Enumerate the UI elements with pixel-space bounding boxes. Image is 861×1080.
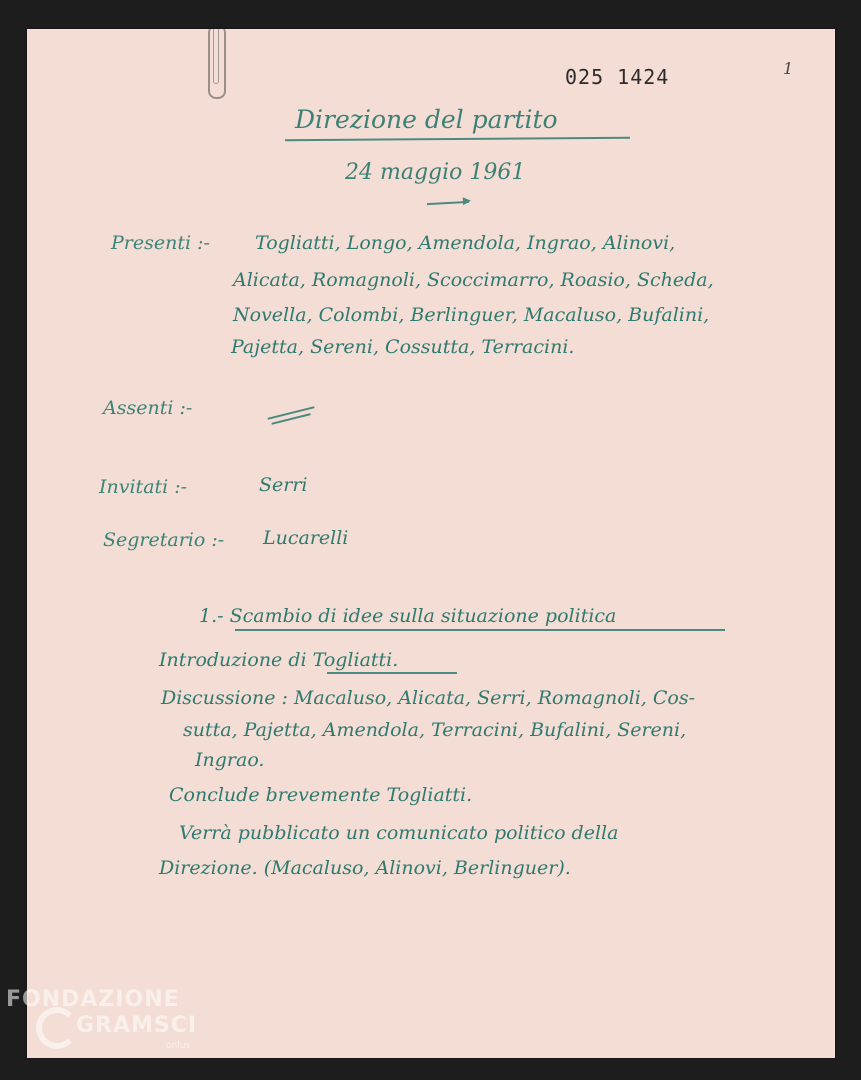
- discussione-line: sutta, Pajetta, Amendola, Terracini, Bufalini, Sereni,: [183, 719, 687, 741]
- title-underline: [285, 137, 630, 141]
- segretario-value: Lucarelli: [263, 527, 349, 549]
- discussione-line: Ingrao.: [195, 749, 265, 771]
- presenti-line: Novella, Colombi, Berlinguer, Macaluso, Bufalini,: [233, 304, 710, 326]
- comunicato-line: Verrà pubblicato un comunicato politico della: [179, 822, 619, 844]
- comunicato-line: Direzione. (Macaluso, Alinovi, Berlinguer).: [159, 857, 571, 879]
- assenti-label: Assenti :-: [103, 397, 193, 419]
- document-title: Direzione del partito: [295, 105, 558, 134]
- logo-circle-icon: [36, 1007, 78, 1049]
- presenti-label: Presenti :-: [111, 232, 210, 254]
- discussione-line: Discussione : Macaluso, Alicata, Serri, Romagnoli, Cos-: [161, 687, 696, 709]
- invitati-label: Invitati :-: [99, 476, 188, 498]
- paper-clip-inner: [213, 29, 219, 84]
- conclude-text: Conclude brevemente Togliatti.: [169, 784, 473, 806]
- document-page: [27, 29, 835, 1058]
- presenti-line: Togliatti, Longo, Amendola, Ingrao, Alinovi,: [255, 232, 676, 254]
- intro-underline: [327, 672, 457, 674]
- section-underline: [235, 629, 725, 631]
- arrow-icon: [427, 201, 469, 205]
- document-date: 24 maggio 1961: [345, 160, 526, 185]
- presenti-line: Pajetta, Sereni, Cossutta, Terracini.: [231, 336, 575, 358]
- logo-sub: onlus: [166, 1041, 191, 1051]
- logo-line2: GRAMSCI: [76, 1013, 198, 1038]
- section-title: 1.- Scambio di idee sulla situazione politica: [199, 605, 617, 627]
- logo-line1: FONDAZIONE: [6, 987, 180, 1012]
- fondazione-gramsci-logo: [6, 985, 216, 1055]
- presenti-line: Alicata, Romagnoli, Scoccimarro, Roasio, Scheda,: [233, 269, 714, 291]
- introduzione-text: Introduzione di Togliatti.: [159, 649, 399, 671]
- page-number: 1: [783, 59, 794, 78]
- segretario-label: Segretario :-: [103, 529, 225, 551]
- archive-number: 025 1424: [565, 65, 670, 89]
- invitati-value: Serri: [259, 474, 308, 496]
